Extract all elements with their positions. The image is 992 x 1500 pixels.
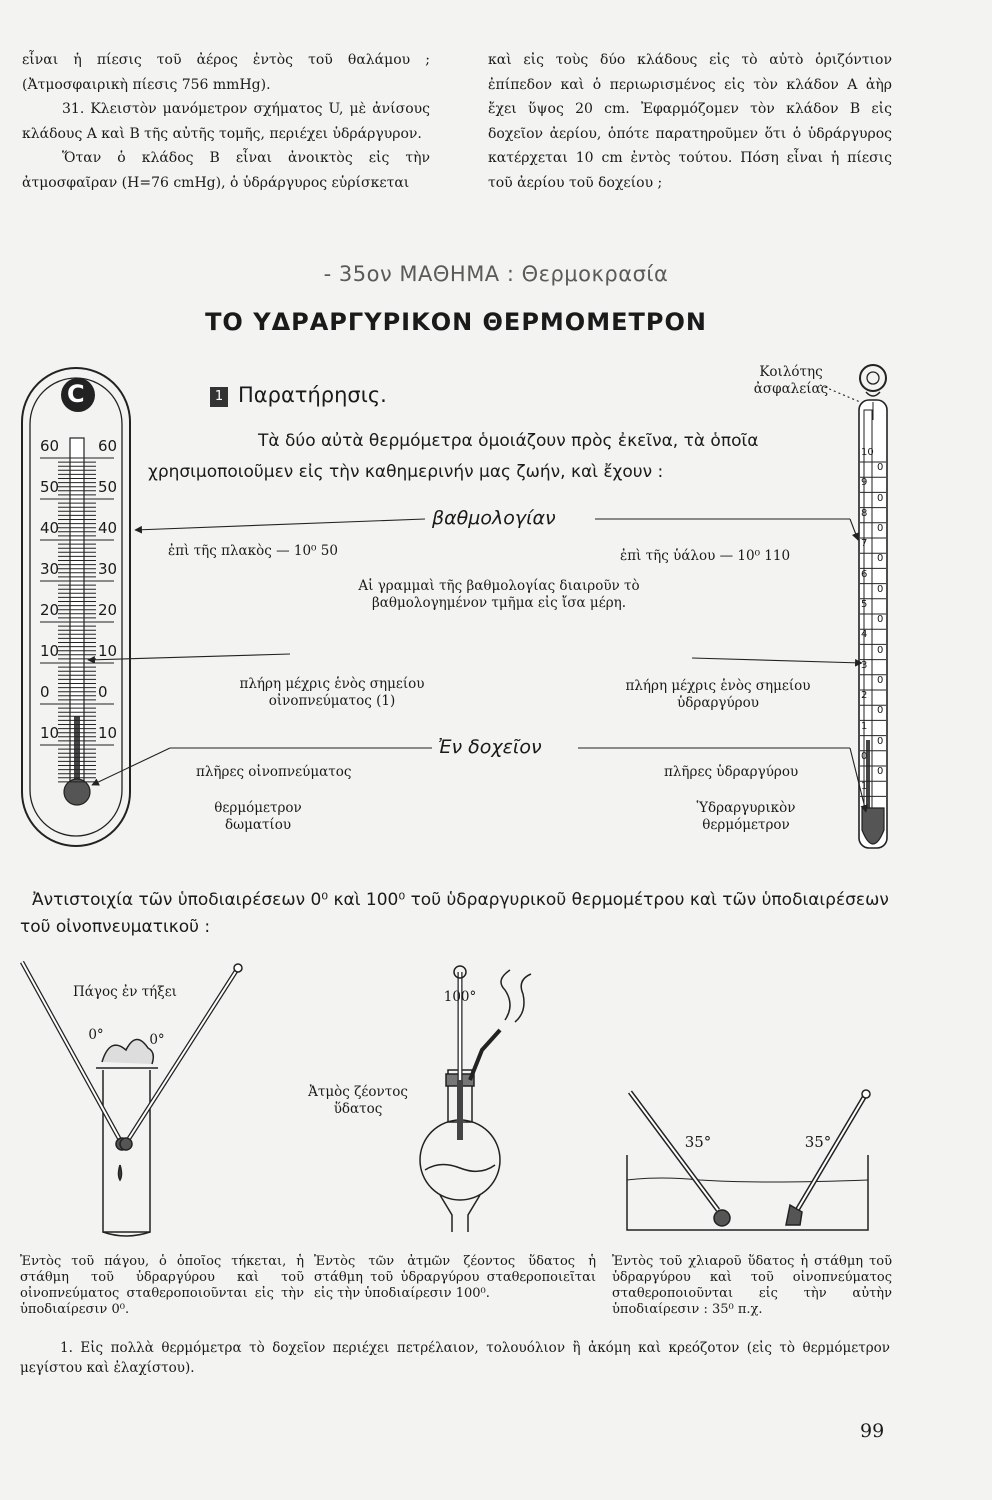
mercury-scale-label: 2 bbox=[861, 690, 868, 702]
graduation-heading: βαθμολογίαν bbox=[432, 507, 556, 529]
mercury-scale-label: 0 bbox=[877, 462, 884, 474]
mercury-scale-label: 10 bbox=[861, 447, 874, 458]
intro-text: Τὰ δύο αὐτὰ θερμόμετρα ὁμοιάζουν πρὸς ἐκεῖνα, τὰ ὁποῖα χρησιμοποιοῦμεν εἰς τὴν καθημερινήν μας ζωήν, καὶ ἔχουν : bbox=[148, 431, 759, 482]
zero-label-b: 0° bbox=[149, 1032, 165, 1048]
mercury-scale-label: 9 bbox=[861, 477, 868, 489]
mercury-scale-label: 4 bbox=[861, 629, 868, 641]
mercury-thermometer-label: Ὑδραργυρικὸν θερμόμετρον bbox=[696, 800, 796, 833]
room-scale-label: 40 bbox=[98, 519, 118, 537]
room-scale-label: 10 bbox=[98, 642, 118, 660]
room-scale-label: 10 bbox=[98, 724, 118, 742]
room-scale-label: 10 bbox=[40, 724, 60, 742]
room-scale-label: 20 bbox=[40, 601, 60, 619]
mercury-scale-label: 0 bbox=[877, 492, 884, 504]
caption-tank: Ἐντὸς τοῦ χλιαροῦ ὕδατος ἡ στάθμη τοῦ ὑδραργύρου καὶ τοῦ οἰνοπνεύματος σταθεροποιοῦνται εἰς τὴν αὐτὴν ὑποδιαίρεσιν : 35⁰ π.χ. bbox=[612, 1254, 892, 1317]
mercury-scale-label: 0 bbox=[861, 751, 868, 762]
caption-steam: Ἐντὸς τῶν ἀτμῶν ζέοντος ὕδατος ἡ στάθμη τοῦ ὑδραργύρου σταθεροποιεῖται εἰς τὴν ὑποδιαίρεσιν 100⁰. bbox=[314, 1254, 596, 1301]
mercury-scale-label: 0 bbox=[877, 644, 884, 656]
safety-cavity-label: Κοιλότης ἀσφαλείας bbox=[753, 364, 829, 397]
right-glass-range: ἐπὶ τῆς ὑάλου — 10⁰ 110 bbox=[620, 548, 791, 564]
correspondence-text: Ἀντιστοιχία τῶν ὑποδιαιρέσεων 0⁰ καὶ 100⁰ τοῦ ὑδραργυρικοῦ θερμομέτρου καὶ τῶν ὑποδιαιρέσεων τοῦ οἰνοπνευματικοῦ : bbox=[20, 890, 889, 937]
mercury-scale-label: 0 bbox=[877, 766, 884, 778]
mercury-scale-label: 1 bbox=[861, 720, 868, 732]
page-number: 99 bbox=[860, 1420, 885, 1442]
full-mercury-label: πλῆρες ὑδραργύρου bbox=[664, 764, 799, 780]
room-scale-label: 20 bbox=[98, 601, 118, 619]
ice-figure bbox=[22, 962, 242, 1236]
steam-label: Ἀτμὸς ζέοντος ὕδατος bbox=[308, 1084, 408, 1117]
section-number: 1 bbox=[210, 387, 228, 407]
reservoir-heading: Ἐν δοχεῖον bbox=[438, 736, 542, 758]
tank-figure bbox=[627, 1090, 870, 1230]
room-scale-label: 50 bbox=[98, 478, 118, 496]
section-title: Παρατήρησις. bbox=[238, 383, 387, 407]
temp-35-label-a: 35° bbox=[684, 1133, 712, 1151]
lesson-header: - 35ον ΜΑΘΗΜΑ : Θερμοκρασία bbox=[323, 262, 669, 286]
footnote: 1. Εἰς πολλὰ θερμόμετρα τὸ δοχεῖον περιέχει πετρέλαιον, τολουόλιον ἢ ἀκόμη καὶ κρεόζοτον (εἰς τὸ θερμόμετρον μεγίστου καὶ ἐλαχίστου). bbox=[20, 1340, 890, 1376]
paragraph: Ὅταν ὁ κλάδος Β εἶναι ἀνοικτὸς εἰς τὴν ἀτμοσφαῖραν (Η=76 cmHg), ὁ ὑδράργυρος εὑρίσκεται bbox=[22, 150, 430, 191]
mercury-scale-label: 3 bbox=[861, 659, 868, 671]
mercury-scale-label: 6 bbox=[861, 568, 868, 580]
mercury-scale-label: 7 bbox=[861, 538, 868, 550]
hundred-label: 100° bbox=[443, 989, 477, 1005]
mercury-scale-label: 0 bbox=[877, 705, 884, 717]
room-scale-label: 40 bbox=[40, 519, 60, 537]
room-scale-label: 0 bbox=[40, 683, 50, 701]
celsius-unit: C bbox=[67, 380, 85, 408]
mercury-scale-label: 0 bbox=[877, 523, 884, 534]
mercury-scale-label: 0 bbox=[877, 614, 884, 626]
room-scale-label: 10 bbox=[40, 642, 60, 660]
paragraph: εἶναι ἡ πίεσις τοῦ ἀέρος ἐντὸς τοῦ θαλάμου ; (Ἀτμοσφαιρικὴ πίεσις 756 mmHg). bbox=[22, 52, 430, 93]
mercury-scale-label: 0 bbox=[877, 675, 884, 686]
mercury-scale-label: 5 bbox=[861, 599, 868, 610]
caption-ice: Ἐντὸς τοῦ πάγου, ὁ ὁποῖος τήκεται, ἡ στάθμη τοῦ ὑδραργύρου καὶ τοῦ οἰνοπνεύματος σταθεροποιοῦνται εἰς τὴν ὑποδιαίρεσιν 0⁰. bbox=[20, 1254, 304, 1317]
zero-label-a: 0° bbox=[88, 1027, 104, 1043]
left-plate-range: ἐπὶ τῆς πλακὸς — 10⁰ 50 bbox=[168, 543, 338, 559]
page-title: ΤΟ ΥΔΡΑΡΓΥΡΙΚΟΝ ΘΕΡΜΟΜΕΤΡΟΝ bbox=[205, 308, 707, 336]
alcohol-fill-label: πλήρη μέχρις ἑνὸς σημείου οἰνοπνεύματος (1) bbox=[239, 676, 425, 709]
paragraph: 31. Κλειστὸν μανόμετρον σχήματος U, μὲ ἀνίσους κλάδους Α καὶ Β τῆς αὐτῆς τομῆς, περιέχει ὑδράργυρον. bbox=[22, 101, 430, 142]
temp-35-label-b: 35° bbox=[804, 1133, 832, 1151]
room-scale-label: 30 bbox=[98, 560, 118, 578]
room-scale-label: 60 bbox=[98, 437, 118, 455]
mercury-fill-label: πλήρη μέχρις ἑνὸς σημείου ὑδραργύρου bbox=[625, 678, 811, 711]
room-scale-label: 50 bbox=[40, 478, 60, 496]
mercury-scale-label: 0 bbox=[877, 553, 884, 565]
ice-label: Πάγος ἐν τήξει bbox=[73, 984, 177, 1000]
mercury-scale-label: 8 bbox=[861, 507, 868, 519]
room-scale-label: 60 bbox=[40, 437, 60, 455]
divisions-text: Αἱ γραμμαὶ τῆς βαθμολογίας διαιροῦν τὸ βαθμολογημένον τμῆμα εἰς ἴσα μέρη. bbox=[358, 578, 640, 611]
paragraph: καὶ εἰς τοὺς δύο κλάδους εἰς τὸ αὐτὸ ὁριζόντιον ἐπίπεδον καὶ ὁ περιωρισμένος εἰς τὸν κλάδον Α ἀὴρ ἔχει ὕψος 20 cm. Ἐφαρμόζομεν τὸν κλάδον Β εἰς δοχεῖον ἀερίου, ὁπότε παρατηροῦμεν ὅτι ὁ ὑδράργυρος κατέρχεται 10 cm ἐντὸς τούτου. Πόση εἶναι ἡ πίεσις τοῦ ἀερίου τοῦ δοχείου ; bbox=[488, 52, 892, 191]
mercury-scale-label: 0 bbox=[877, 735, 884, 747]
mercury-scale-label: 1 bbox=[861, 781, 868, 793]
room-scale-label: 30 bbox=[40, 560, 60, 578]
room-thermometer-label: θερμόμετρον δωματίου bbox=[214, 800, 302, 833]
room-scale-label: 0 bbox=[98, 683, 108, 701]
full-alcohol-label: πλῆρες οἰνοπνεύματος bbox=[196, 764, 352, 780]
mercury-scale-label: 0 bbox=[877, 583, 884, 595]
